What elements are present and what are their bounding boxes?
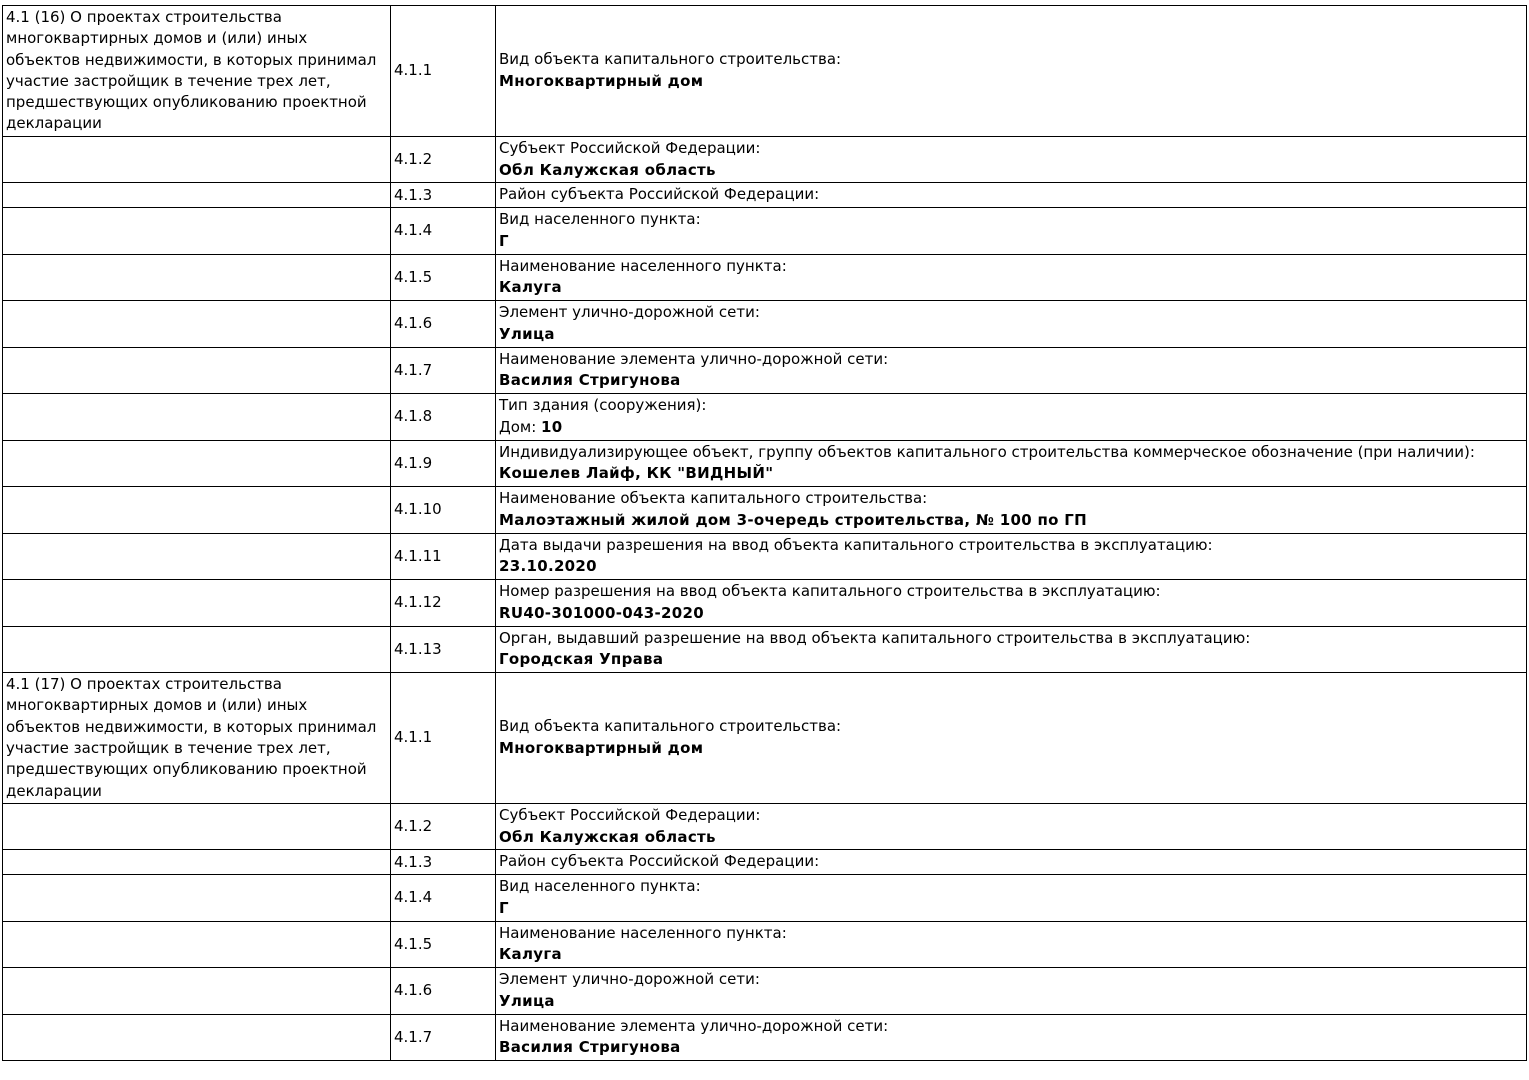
field-label: Наименование населенного пункта: (499, 256, 787, 275)
field-value-line (499, 370, 1522, 392)
field-value-line (499, 160, 1522, 182)
row-code: 4.1.11 (391, 533, 496, 580)
table-row (3, 487, 1527, 534)
field-value: RU40-301000-043-2020 (499, 603, 704, 622)
field-label: Наименование элемента улично-дорожной сети: (499, 1016, 889, 1035)
field-label: Вид населенного пункта: (499, 877, 701, 896)
row-code: 4.1.12 (391, 580, 496, 627)
field-cell (496, 626, 1527, 673)
section-description: 4.1 (17) О проектах строительства многоквартирных домов и (или) иных объектов недвижимости, в которых принимал участие застройщик в течение трех лет, предшествующих опубликованию проектной декларации (3, 673, 391, 804)
empty-cell (3, 533, 391, 580)
field-value-line (499, 463, 1522, 485)
field-label: Субъект Российской Федерации: (499, 805, 761, 824)
field-value-line (499, 944, 1522, 966)
empty-cell (3, 626, 391, 673)
field-label: Наименование населенного пункта: (499, 923, 787, 942)
field-value: 10 (541, 417, 563, 436)
row-code: 4.1.7 (391, 1014, 496, 1061)
empty-cell (3, 183, 391, 208)
row-code: 4.1.2 (391, 803, 496, 850)
table-row (3, 875, 1527, 922)
field-label: Район субъекта Российской Федерации: (499, 185, 820, 204)
empty-cell (3, 875, 391, 922)
row-code: 4.1.3 (391, 850, 496, 875)
field-cell (496, 487, 1527, 534)
field-cell (496, 580, 1527, 627)
table-row (3, 850, 1527, 875)
field-label: Номер разрешения на ввод объекта капитального строительства в эксплуатацию: (499, 582, 1161, 601)
field-label: Индивидуализирующее объект, группу объектов капитального строительства коммерческое обозначение (при наличии): (499, 442, 1475, 461)
field-value: Обл Калужская область (499, 160, 716, 179)
field-value: Малоэтажный жилой дом 3-очередь строительства, № 100 по ГП (499, 510, 1087, 529)
field-label: Вид населенного пункта: (499, 210, 701, 229)
table-row (3, 533, 1527, 580)
field-value: Многоквартирный дом (499, 738, 704, 757)
field-value-line (499, 324, 1522, 346)
field-value-line (499, 827, 1522, 849)
table-row (3, 803, 1527, 850)
field-cell (496, 1014, 1527, 1061)
field-value-line (499, 898, 1522, 920)
field-value-line (499, 649, 1522, 671)
table-row (3, 1014, 1527, 1061)
field-label: Элемент улично-дорожной сети: (499, 303, 760, 322)
field-label: Район субъекта Российской Федерации: (499, 852, 820, 871)
field-value-line (499, 738, 1522, 760)
field-value: Улица (499, 324, 555, 343)
field-label: Субъект Российской Федерации: (499, 138, 761, 157)
row-code: 4.1.2 (391, 136, 496, 183)
empty-cell (3, 440, 391, 487)
field-label: Тип здания (сооружения): (499, 396, 707, 415)
row-code: 4.1.5 (391, 254, 496, 301)
field-value: Василия Стригунова (499, 371, 681, 390)
table-row (3, 347, 1527, 394)
field-value: Калуга (499, 945, 562, 964)
table-row (3, 673, 1527, 804)
field-label: Дата выдачи разрешения на ввод объекта капитального строительства в эксплуатацию: (499, 535, 1213, 554)
section-description: 4.1 (16) О проектах строительства многоквартирных домов и (или) иных объектов недвижимости, в которых принимал участие застройщик в течение трех лет, предшествующих опубликованию проектной декларации (3, 6, 391, 137)
empty-cell (3, 803, 391, 850)
row-code: 4.1.13 (391, 626, 496, 673)
table-row (3, 208, 1527, 255)
row-code: 4.1.7 (391, 347, 496, 394)
field-value-line (499, 510, 1522, 532)
row-code: 4.1.9 (391, 440, 496, 487)
field-value-line (499, 603, 1522, 625)
row-code: 4.1.10 (391, 487, 496, 534)
field-cell (496, 301, 1527, 348)
row-code: 4.1.3 (391, 183, 496, 208)
field-label: Наименование элемента улично-дорожной сети: (499, 349, 889, 368)
empty-cell (3, 580, 391, 627)
empty-cell (3, 136, 391, 183)
field-cell (496, 533, 1527, 580)
field-value-line (499, 231, 1522, 253)
table-row (3, 254, 1527, 301)
row-code: 4.1.6 (391, 301, 496, 348)
field-cell (496, 673, 1527, 804)
field-value-prefix: Дом: (499, 417, 542, 436)
field-value: Калуга (499, 278, 562, 297)
table-row (3, 394, 1527, 441)
table-row (3, 6, 1527, 137)
row-code: 4.1.8 (391, 394, 496, 441)
field-cell (496, 347, 1527, 394)
row-code: 4.1.1 (391, 6, 496, 137)
table-row (3, 136, 1527, 183)
field-value: Василия Стригунова (499, 1038, 681, 1057)
field-value: Г (499, 231, 509, 250)
field-value-line (499, 991, 1522, 1013)
row-code: 4.1.4 (391, 208, 496, 255)
field-label: Вид объекта капитального строительства: (499, 717, 842, 736)
row-code: 4.1.5 (391, 921, 496, 968)
empty-cell (3, 968, 391, 1015)
field-cell (496, 6, 1527, 137)
field-cell (496, 875, 1527, 922)
field-value: Г (499, 898, 509, 917)
table-row (3, 921, 1527, 968)
field-cell (496, 921, 1527, 968)
table-row (3, 968, 1527, 1015)
empty-cell (3, 347, 391, 394)
field-label: Наименование объекта капитального строительства: (499, 489, 928, 508)
empty-cell (3, 394, 391, 441)
field-value: Улица (499, 991, 555, 1010)
field-value: Обл Калужская область (499, 827, 716, 846)
field-value-line (499, 71, 1522, 93)
empty-cell (3, 850, 391, 875)
project-declaration-table (2, 5, 1527, 1061)
row-code: 4.1.6 (391, 968, 496, 1015)
field-cell (496, 440, 1527, 487)
field-cell (496, 254, 1527, 301)
field-value-line (499, 417, 1522, 439)
field-label: Орган, выдавший разрешение на ввод объекта капитального строительства в эксплуатацию: (499, 628, 1251, 647)
empty-cell (3, 254, 391, 301)
table-row (3, 183, 1527, 208)
field-value-line (499, 556, 1522, 578)
empty-cell (3, 208, 391, 255)
field-cell (496, 208, 1527, 255)
field-cell (496, 968, 1527, 1015)
field-label: Элемент улично-дорожной сети: (499, 970, 760, 989)
table-row (3, 440, 1527, 487)
empty-cell (3, 1014, 391, 1061)
empty-cell (3, 487, 391, 534)
empty-cell (3, 301, 391, 348)
field-value: 23.10.2020 (499, 557, 597, 576)
table-row (3, 580, 1527, 627)
field-value: Многоквартирный дом (499, 71, 704, 90)
empty-cell (3, 921, 391, 968)
field-cell (496, 136, 1527, 183)
field-value: Городская Управа (499, 650, 664, 669)
field-cell (496, 803, 1527, 850)
table-row (3, 626, 1527, 673)
row-code: 4.1.1 (391, 673, 496, 804)
field-cell (496, 183, 1527, 208)
field-value-line (499, 1037, 1522, 1059)
field-cell (496, 394, 1527, 441)
table-row (3, 301, 1527, 348)
field-value-line (499, 277, 1522, 299)
field-label: Вид объекта капитального строительства: (499, 50, 842, 69)
field-value: Кошелев Лайф, КК "ВИДНЫЙ" (499, 464, 774, 483)
table-body (3, 6, 1527, 1061)
field-cell (496, 850, 1527, 875)
row-code: 4.1.4 (391, 875, 496, 922)
